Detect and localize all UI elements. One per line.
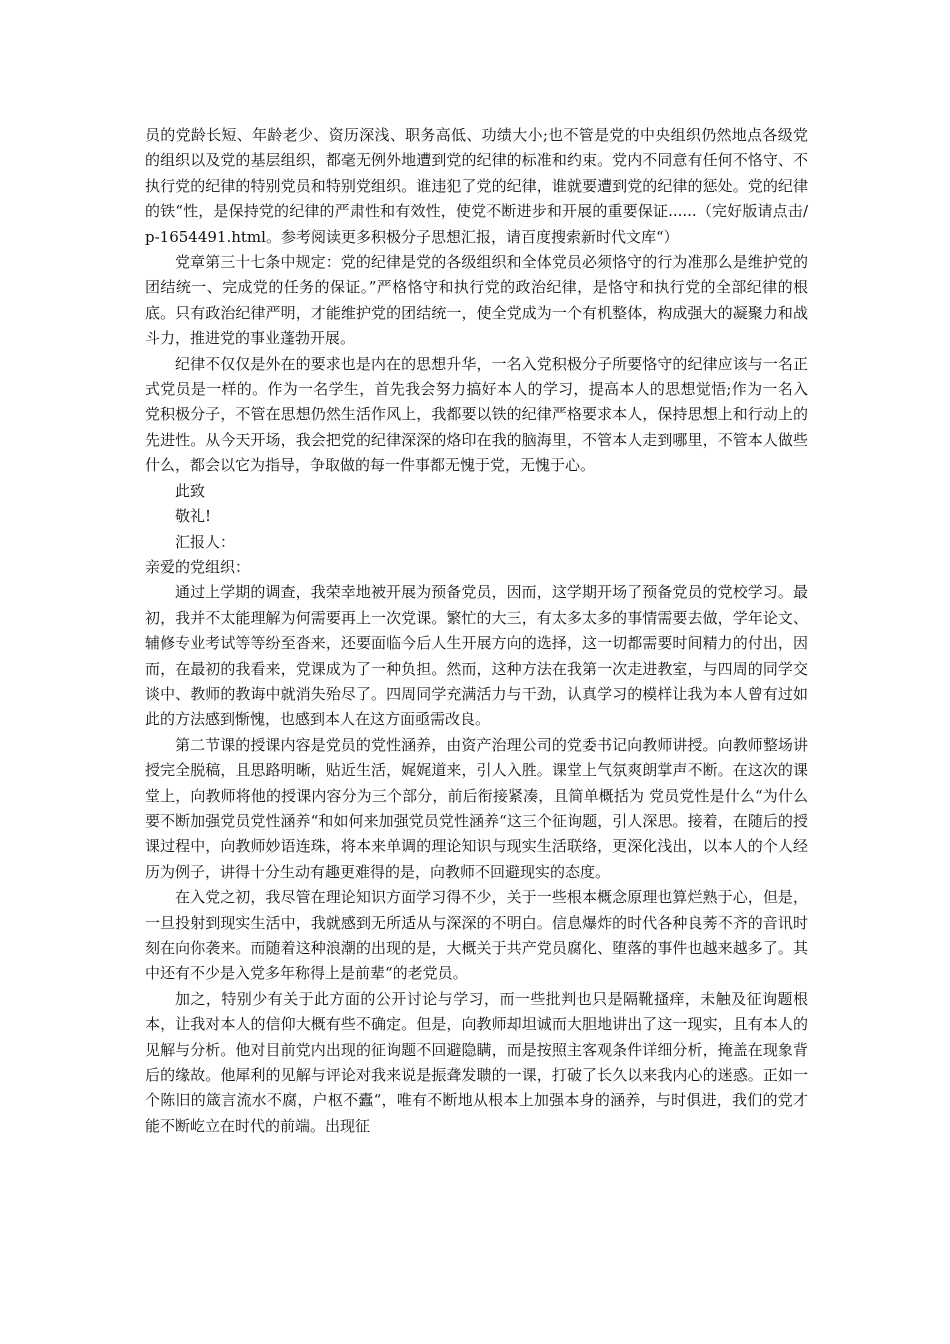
paragraph-personal-commitment: 纪律不仅仅是外在的要求也是内在的思想升华，一名入党积极分子所要恪守的纪律应该与一名正式党员是一样的。作为一名学生，首先我会努力搞好本人的学习，提高本人的思想觉悟;作为一名入党积极分子，不管在思想仍然生活作风上，我都要以铁的纪律严格要求本人，保持思想上和行动上的先进性。从今天开场，我会把党的纪律深深的烙印在我的脑海里，不管本人走到哪里，不管本人做些什么，都会以它为指导，争取做的每一件事都无愧于党，无愧于心。 — [145, 354, 808, 475]
closing-jingli: 敬礼! — [175, 507, 212, 526]
salutation: 亲爱的党组织： — [145, 557, 251, 576]
reporter-label: 汇报人： — [175, 532, 236, 551]
paragraph-party-school-intro: 通过上学期的调查，我荣幸地被开展为预备党员，因而，这学期开场了预备党员的党校学习。最初，我并不太能理解为何需要再上一次党课。繁忙的大三，有太多太多的事情需要去做，学年论文、辅修专业考试等等纷至沓来，还要面临今后人生开展方向的选择，这一切都需要时间精力的付出，因而，在最初的我看来，党课成为了一种负担。然而，这种方法在我第一次走进教室，与四周的同学交谈中、教师的教诲中就消失殆尽了。四周同学充满活力与干劲，认真学习的模样让我为本人曾有过如此的方法感到惭愧，也感到本人在这方面亟需改良。 — [145, 583, 808, 729]
paragraph-second-lesson: 第二节课的授课内容是党员的党性涵养，由资产治理公司的党委书记向教师讲授。向教师整场讲授完全脱稿，且思路明晰，贴近生活，娓娓道来，引人入胜。课堂上气氛爽朗掌声不断。在这次的课堂上，向教师将他的授课内容分为三个部分，前后衔接紧凑，且简单概括为 党员党性是什么“为什么要不断加强党员党性涵养“和如何来加强党员党性涵养“这三个征询题，引人深思。接着，在随后的授课过程中，向教师妙语连珠，将本来单调的理论知识与现实生活联络，更深化浅出，以本人的个人经历为例子，讲得十分生动有趣更难得的是，向教师不回避现实的态度。 — [145, 735, 808, 881]
paragraph-discipline-binding: 员的党龄长短、年龄老少、资历深浅、职务高低、功绩大小;也不管是党的中央组织仍然地点各级党的组织以及党的基层组织，都毫无例外地遭到党的纪律的标准和约束。党内不同意有任何不恪守、不执行党的纪律的特别党员和特别党组织。谁违犯了党的纪律，谁就要遭到党的纪律的惩处。党的纪律的铁“性，是保持党的纪律的严肃性和有效性，使党不断进步和开展的重要保证......（完好版请点击/p-1654491.html。参考阅读更多积极分子思想汇报，请百度搜索新时代文库“） — [145, 126, 808, 246]
paragraph-theory-vs-reality: 在入党之初，我尽管在理论知识方面学习得不少，关于一些根本概念原理也算烂熟于心，但是，一旦投射到现实生活中，我就感到无所适从与深深的不明白。信息爆炸的时代各种良莠不齐的音讯时刻在向你袭来。而随着这种浪潮的出现的是，大概关于共产党员腐化、堕落的事件也越来越多了。其中还有不少是入党多年称得上是前辈“的老党员。 — [145, 888, 808, 983]
document-body — [145, 123, 808, 1139]
paragraph-teacher-analysis: 加之，特别少有关于此方面的公开讨论与学习，而一些批判也只是隔靴搔痒，未触及征询题根本，让我对本人的信仰大概有些不确定。但是，向教师却坦诚而大胆地讲出了这一现实，且有本人的见解与分析。他对目前党内出现的征询题不回避隐瞒，而是按照主客观条件详细分析，掩盖在现象背后的缘故。他犀利的见解与评论对我来说是振聋发聩的一课，打破了长久以来我内心的迷惑。正如一个陈旧的箴言流水不腐，户枢不蠹“，唯有不断地从根本上加强本身的涵养，与时俱进，我们的党才能不断屹立在时代的前端。出现征 — [145, 989, 808, 1135]
closing-cizhi: 此致 — [175, 481, 206, 500]
paragraph-party-constitution: 党章第三十七条中规定：党的纪律是党的各级组织和全体党员必须恪守的行为准那么是维护党的团结统一、完成党的任务的保证。”严格恪守和执行党的政治纪律，是恪守和执行党的全部纪律的根底。只有政治纪律严明，才能维护党的团结统一，使全党成为一个有机整体，构成强大的凝聚力和战斗力，推进党的事业蓬勃开展。 — [145, 253, 808, 348]
